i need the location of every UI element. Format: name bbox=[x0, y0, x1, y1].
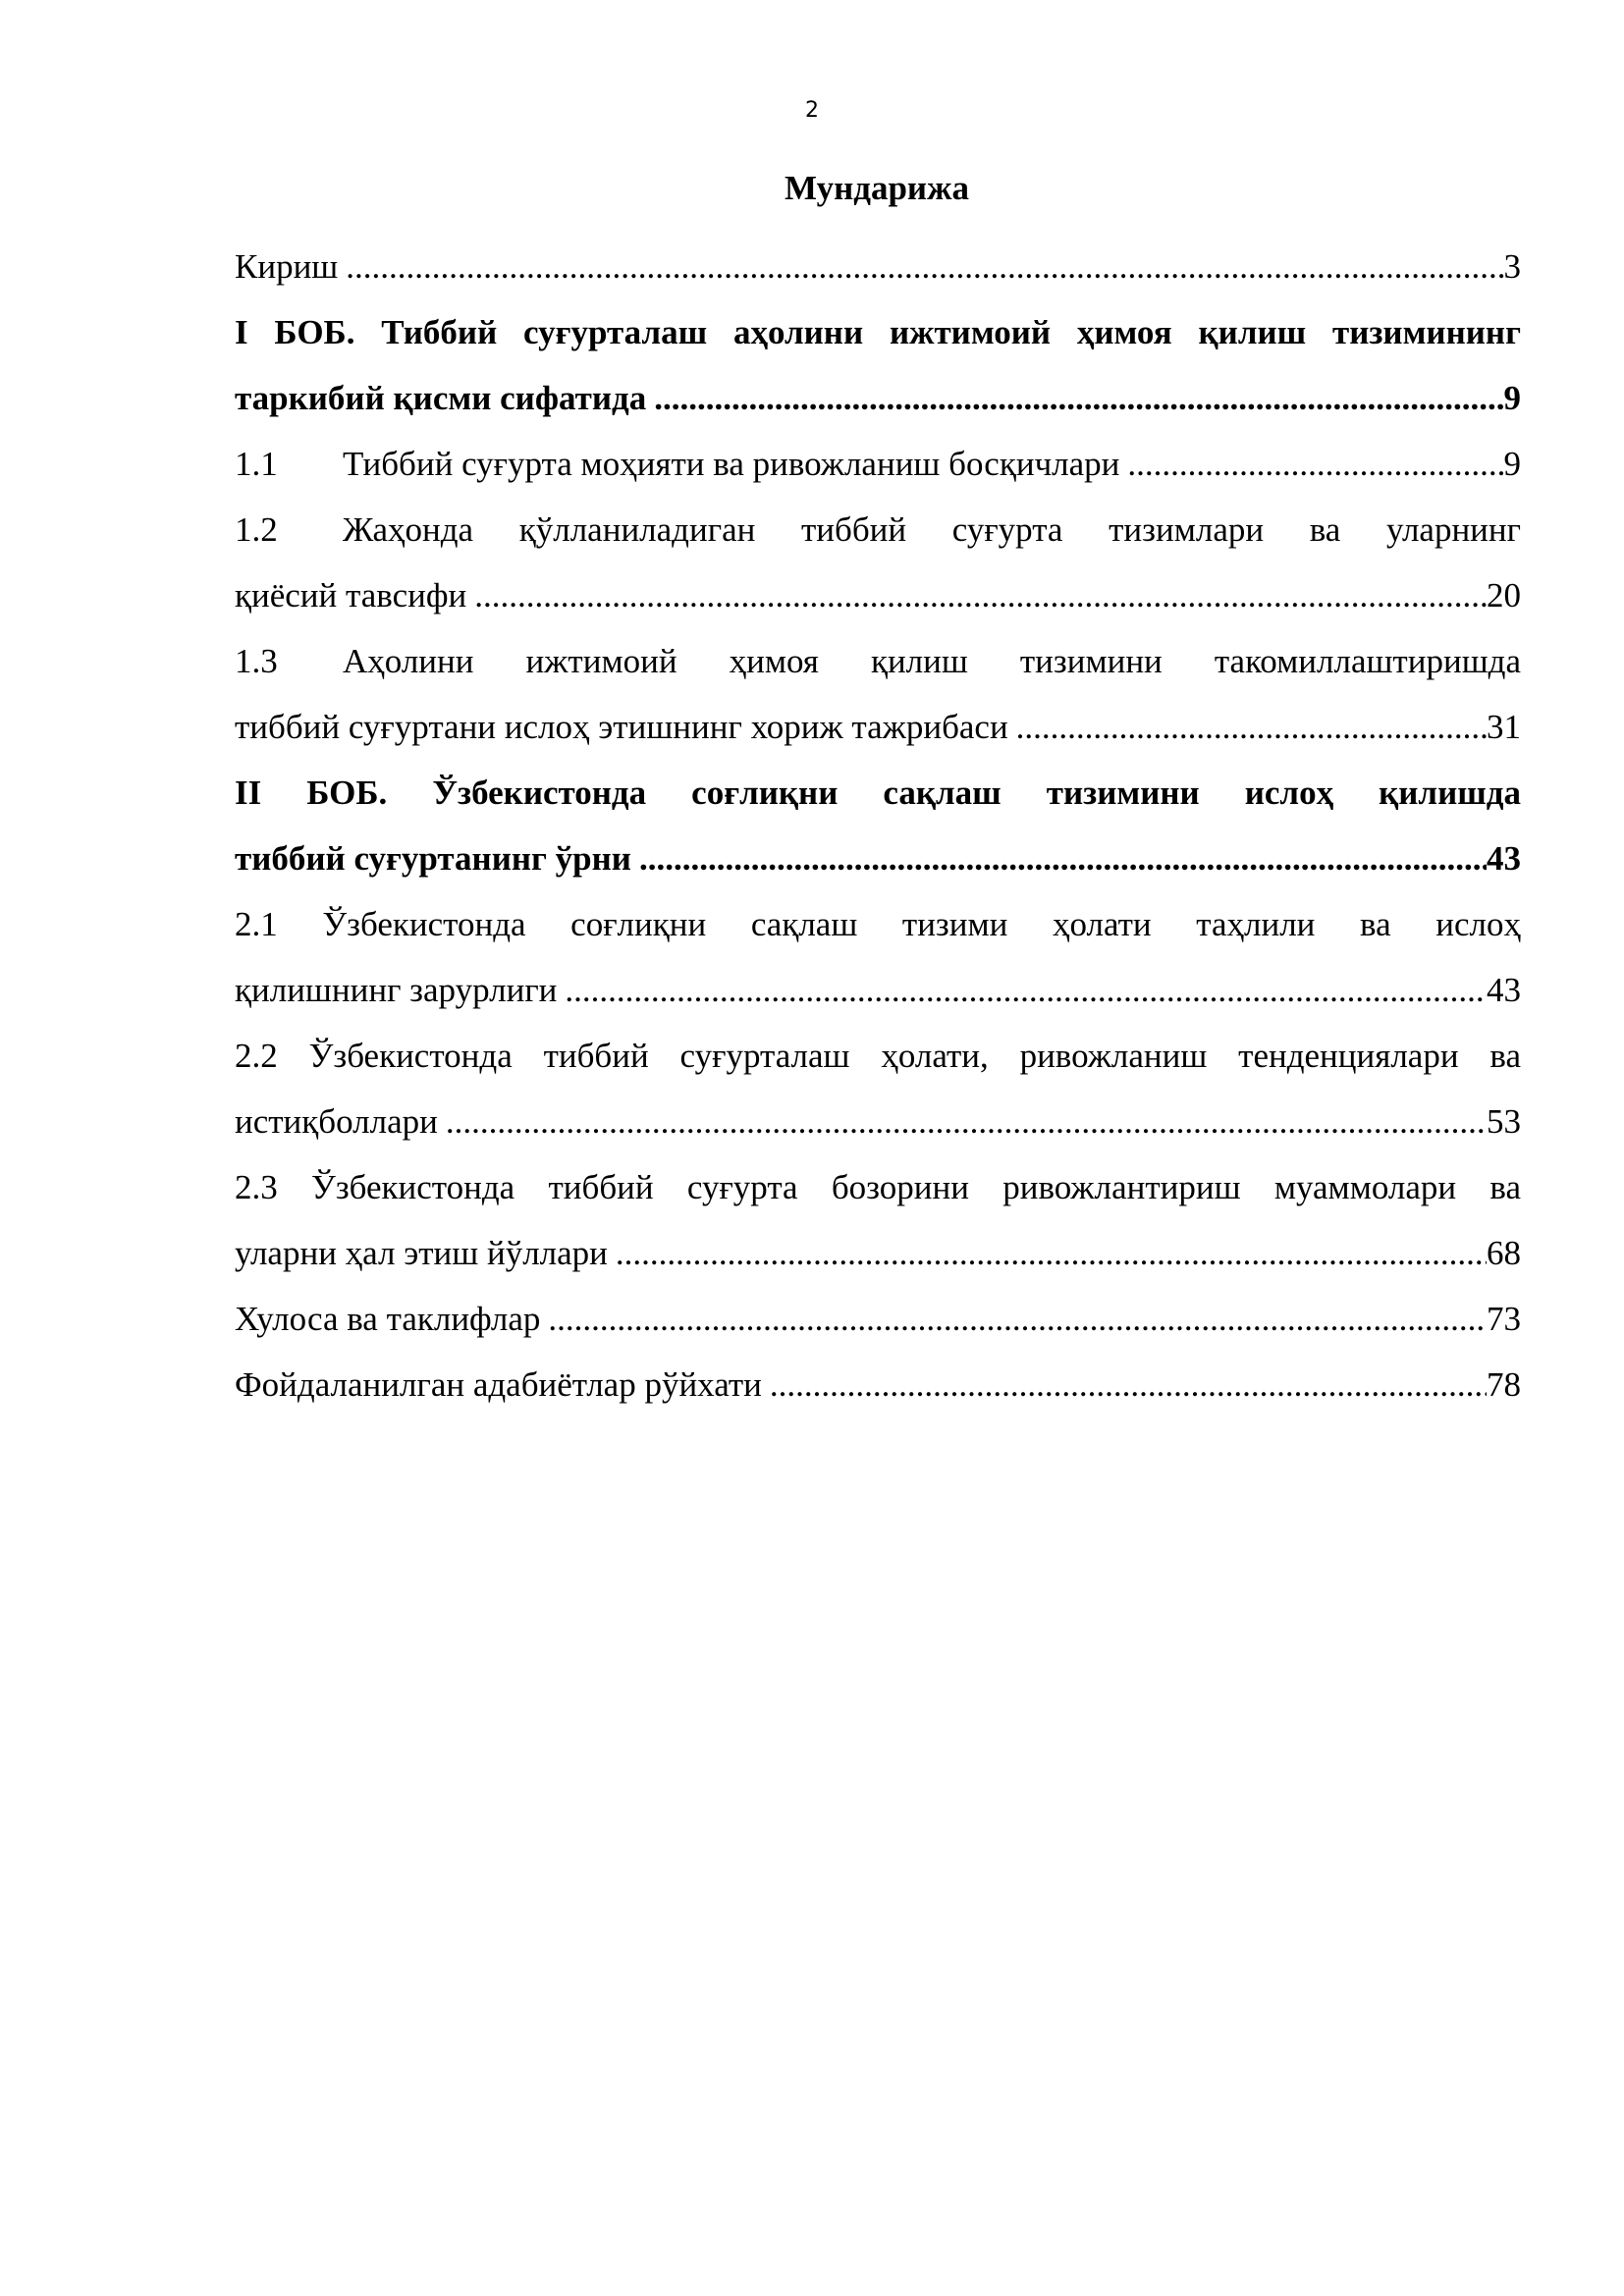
toc-entry-text: Фойдаланилган адабиётлар рўйхати bbox=[235, 1365, 762, 1404]
toc-line bbox=[235, 1220, 1521, 1286]
dot-leader bbox=[631, 826, 1487, 891]
table-of-contents bbox=[235, 234, 1521, 1417]
toc-entry-text: истиқболлари bbox=[235, 1102, 438, 1141]
toc-entry-text: уларни ҳал этиш йўллари bbox=[235, 1234, 608, 1272]
dot-leader bbox=[646, 365, 1503, 431]
toc-entry-section-1-3[interactable] bbox=[235, 628, 1521, 760]
dot-leader bbox=[466, 562, 1487, 628]
toc-entry-section-1-1[interactable] bbox=[235, 431, 1521, 497]
toc-line bbox=[235, 234, 1521, 299]
toc-entry-text: Хулоса ва таклифлар bbox=[235, 1300, 541, 1338]
toc-page-number: 31 bbox=[1487, 708, 1521, 746]
toc-entry-section-2-1[interactable] bbox=[235, 891, 1521, 1023]
toc-line bbox=[235, 826, 1521, 891]
dot-leader bbox=[762, 1352, 1487, 1417]
page-number: 2 bbox=[805, 98, 819, 123]
toc-line bbox=[235, 1352, 1521, 1417]
toc-line: 2.3 Ўзбекистонда тиббий суғурта бозорини ривожлантириш муаммолари ва bbox=[235, 1168, 1521, 1206]
toc-line bbox=[235, 497, 1521, 562]
toc-entry-text: қилишнинг зарурлиги bbox=[235, 971, 558, 1009]
toc-page-number: 43 bbox=[1487, 839, 1521, 878]
section-number: 1.3 bbox=[235, 642, 278, 680]
toc-page-number: 9 bbox=[1503, 445, 1521, 483]
toc-line bbox=[235, 694, 1521, 760]
toc-entry-section-2-2[interactable] bbox=[235, 1023, 1521, 1154]
toc-entry-text: тиббий суғуртани ислоҳ этишнинг хориж тажрибаси bbox=[235, 708, 1008, 746]
toc-line: I БОБ. Тиббий суғурталаш аҳолини ижтимоий ҳимоя қилиш тизимининг bbox=[235, 313, 1521, 351]
toc-line bbox=[235, 562, 1521, 628]
toc-page-number: 43 bbox=[1487, 971, 1521, 1009]
dot-leader bbox=[557, 957, 1487, 1023]
dot-leader bbox=[608, 1220, 1487, 1286]
toc-page-number: 68 bbox=[1487, 1234, 1521, 1272]
toc-entry-chapter-2[interactable] bbox=[235, 760, 1521, 891]
toc-page-number: 20 bbox=[1487, 576, 1521, 614]
toc-page-number: 78 bbox=[1487, 1365, 1521, 1404]
toc-entry-chapter-1[interactable] bbox=[235, 299, 1521, 431]
toc-entry-conclusion[interactable] bbox=[235, 1286, 1521, 1352]
toc-title: Мундарижа bbox=[785, 169, 969, 207]
dot-leader bbox=[540, 1286, 1487, 1352]
toc-entry-text: Аҳолини ижтимоий ҳимоя қилиш тизимини такомиллаштиришда bbox=[343, 642, 1521, 680]
toc-entry-text: Жаҳонда қўлланиладиган тиббий суғурта тизимлари ва уларнинг bbox=[343, 510, 1521, 549]
toc-page-number: 53 bbox=[1487, 1102, 1521, 1141]
dot-leader bbox=[1119, 431, 1503, 497]
toc-page-number: 9 bbox=[1503, 379, 1521, 417]
toc-entry-text: тиббий суғуртанинг ўрни bbox=[235, 839, 631, 878]
toc-line bbox=[235, 365, 1521, 431]
dot-leader bbox=[1008, 694, 1487, 760]
toc-page-number: 73 bbox=[1487, 1300, 1521, 1338]
dot-leader bbox=[338, 234, 1503, 299]
toc-line bbox=[235, 1089, 1521, 1154]
toc-entry-references[interactable] bbox=[235, 1352, 1521, 1417]
toc-entry-text: қиёсий тавсифи bbox=[235, 576, 467, 614]
toc-line bbox=[235, 628, 1521, 694]
toc-entry-label bbox=[235, 431, 1119, 497]
toc-entry-introduction[interactable] bbox=[235, 234, 1521, 299]
toc-line bbox=[235, 1286, 1521, 1352]
toc-entry-section-1-2[interactable] bbox=[235, 497, 1521, 628]
section-number: 1.2 bbox=[235, 510, 278, 549]
toc-entry-text: таркибий қисми сифатида bbox=[235, 379, 647, 417]
dot-leader bbox=[438, 1089, 1487, 1154]
toc-entry-text: Кириш bbox=[235, 247, 339, 286]
toc-line bbox=[235, 957, 1521, 1023]
toc-line bbox=[235, 431, 1521, 497]
toc-line: 2.1 Ўзбекистонда соғлиқни сақлаш тизими ҳолати таҳлили ва ислоҳ bbox=[235, 905, 1521, 943]
toc-entry-text: Тиббий суғурта моҳияти ва ривожланиш босқичлари bbox=[343, 445, 1120, 483]
section-number: 1.1 bbox=[235, 445, 278, 483]
toc-line: 2.2 Ўзбекистонда тиббий суғурталаш ҳолати, ривожланиш тенденциялари ва bbox=[235, 1037, 1521, 1075]
toc-page-number: 3 bbox=[1503, 247, 1521, 286]
toc-line: II БОБ. Ўзбекистонда соғлиқни сақлаш тизимини ислоҳ қилишда bbox=[235, 774, 1521, 812]
toc-entry-section-2-3[interactable] bbox=[235, 1154, 1521, 1286]
